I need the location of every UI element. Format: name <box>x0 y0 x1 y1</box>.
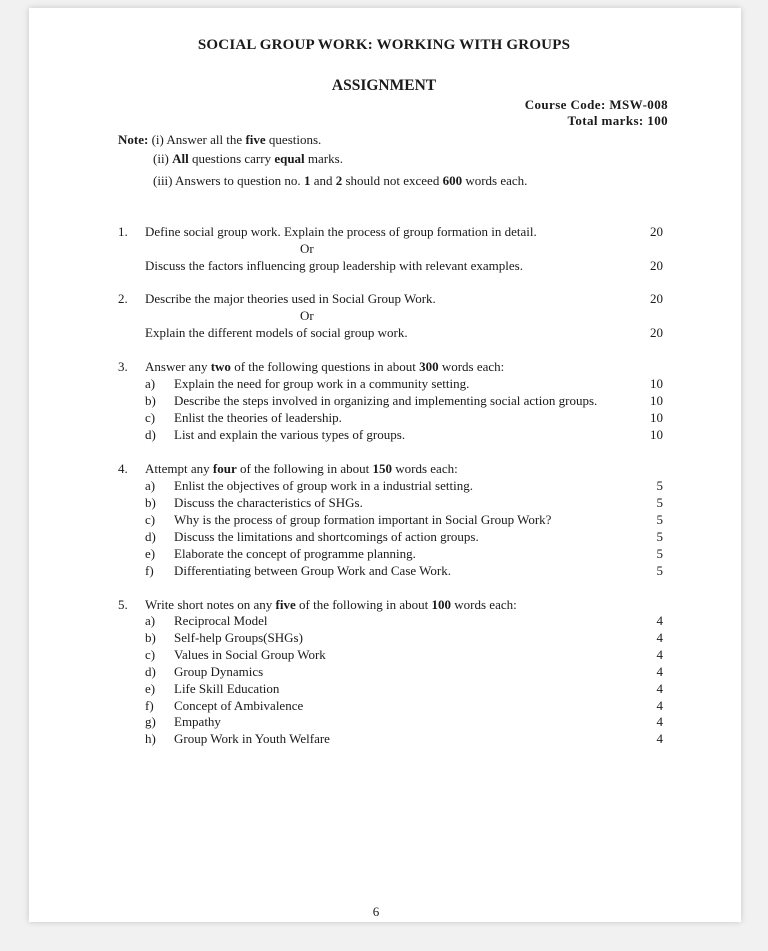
note-iii-pre: (iii) Answers to question no. <box>153 173 301 188</box>
note-label: Note: <box>118 132 149 147</box>
q4e-label: e) <box>145 546 156 561</box>
q5h-text: Group Work in Youth Welfare <box>174 731 330 746</box>
note-iii-and: and <box>313 173 333 188</box>
q1-or: Or <box>300 241 314 256</box>
q4f-label: f) <box>145 563 154 578</box>
q5g-marks: 4 <box>656 714 663 729</box>
q5-number: 5. <box>118 597 128 612</box>
q3d-marks: 10 <box>650 427 663 442</box>
q3-mid: of the following questions in about <box>234 359 416 374</box>
q2-text: Describe the major theories used in Social Group Work. <box>145 291 436 306</box>
q4c-marks: 5 <box>656 512 663 527</box>
q4b-marks: 5 <box>656 495 663 510</box>
q1-marks: 20 <box>650 224 663 239</box>
q3-pre: Answer any <box>145 359 208 374</box>
q5e-text: Life Skill Education <box>174 681 280 696</box>
q5-b2: 100 <box>431 597 452 612</box>
q3b-label: b) <box>145 393 156 408</box>
q5b-marks: 4 <box>656 630 663 645</box>
q5h-label: h) <box>145 731 156 746</box>
course-code: Course Code: MSW-008 <box>524 97 668 112</box>
q3-b1: two <box>210 359 231 374</box>
q3d-text: List and explain the various types of groups. <box>174 427 406 442</box>
note-i-post: questions. <box>268 132 322 147</box>
q3a-marks: 10 <box>650 376 663 391</box>
q1-number: 1. <box>118 224 128 239</box>
q5f-label: f) <box>145 698 154 713</box>
q4e-text: Elaborate the concept of programme planning. <box>174 546 416 561</box>
q5a-label: a) <box>145 613 156 628</box>
q4-pre: Attempt any <box>145 461 210 476</box>
q2-number: 2. <box>118 291 128 306</box>
q5e-label: e) <box>145 681 156 696</box>
q4-mid: of the following in about <box>239 461 370 476</box>
q3c-text: Enlist the theories of leadership. <box>174 410 342 425</box>
note-iii-mid: should not exceed <box>345 173 440 188</box>
q5g-label: g) <box>145 714 156 729</box>
q3c-label: c) <box>145 410 156 425</box>
q5d-label: d) <box>145 664 156 679</box>
note-ii-pre: (ii) <box>153 151 169 166</box>
q5-mid: of the following in about <box>299 597 429 612</box>
q3b-text: Describe the steps involved in organizing and implementing social action groups. <box>174 393 598 408</box>
q3b-marks: 10 <box>650 393 663 408</box>
q2-or: Or <box>300 308 314 323</box>
q4e-marks: 5 <box>656 546 663 561</box>
q4-number: 4. <box>118 461 128 476</box>
q5e-marks: 4 <box>656 681 663 696</box>
q4f-marks: 5 <box>656 563 663 578</box>
q1-alt-text: Discuss the factors influencing group leadership with relevant examples. <box>145 258 523 273</box>
note-iii-b2: 2 <box>335 173 343 188</box>
q4-text <box>145 461 458 477</box>
q5b-text: Self-help Groups(SHGs) <box>174 630 303 645</box>
q1-text: Define social group work. Explain the process of group formation in detail. <box>145 224 537 239</box>
q5-post: words each: <box>454 597 517 612</box>
q5a-marks: 4 <box>656 613 663 628</box>
q5d-marks: 4 <box>656 664 663 679</box>
note-ii-bold1: All <box>172 151 189 166</box>
q3a-text: Explain the need for group work in a community setting. <box>174 376 470 391</box>
q5-text <box>145 597 517 613</box>
q5c-marks: 4 <box>656 647 663 662</box>
q5b-label: b) <box>145 630 156 645</box>
page-number: 6 <box>372 904 380 919</box>
q4-b2: 150 <box>372 461 392 476</box>
note-iii-post: words each. <box>465 173 528 188</box>
q5h-marks: 4 <box>656 731 663 746</box>
q5g-text: Empathy <box>174 714 221 729</box>
q5c-text: Values in Social Group Work <box>174 647 326 662</box>
note-line-2 <box>153 151 343 167</box>
q3c-marks: 10 <box>650 410 663 425</box>
q5-b1: five <box>275 597 296 612</box>
note-ii-mid: questions carry <box>192 151 272 166</box>
note-i-pre: (i) Answer all the <box>151 132 243 147</box>
q4d-text: Discuss the limitations and shortcomings of action groups. <box>174 529 479 544</box>
q3-text <box>145 359 504 375</box>
q2-alt-text: Explain the different models of social group work. <box>145 325 408 340</box>
q4f-text: Differentiating between Group Work and Case Work. <box>174 563 451 578</box>
q3d-label: d) <box>145 427 156 442</box>
q4a-text: Enlist the objectives of group work in a industrial setting. <box>174 478 473 493</box>
q5f-marks: 4 <box>656 698 663 713</box>
q1-alt-marks: 20 <box>650 258 663 273</box>
q4b-label: b) <box>145 495 156 510</box>
q4b-text: Discuss the characteristics of SHGs. <box>174 495 363 510</box>
document-subtitle: ASSIGNMENT <box>331 77 437 94</box>
note-ii-bold2: equal <box>274 151 305 166</box>
q3-number: 3. <box>118 359 128 374</box>
q4c-label: c) <box>145 512 156 527</box>
note-i-bold: five <box>245 132 266 147</box>
note-line-1 <box>118 132 321 148</box>
q2-marks: 20 <box>650 291 663 306</box>
q5d-text: Group Dynamics <box>174 664 264 679</box>
note-iii-b3: 600 <box>442 173 463 188</box>
q4d-marks: 5 <box>656 529 663 544</box>
q5c-label: c) <box>145 647 156 662</box>
q4d-label: d) <box>145 529 156 544</box>
q4a-label: a) <box>145 478 156 493</box>
q3a-label: a) <box>145 376 156 391</box>
document-title: SOCIAL GROUP WORK: WORKING WITH GROUPS <box>197 37 571 53</box>
q5f-text: Concept of Ambivalence <box>174 698 304 713</box>
note-ii-post: marks. <box>307 151 343 166</box>
q5-pre: Write short notes on any <box>145 597 273 612</box>
note-iii-b1: 1 <box>303 173 311 188</box>
q4c-text: Why is the process of group formation important in Social Group Work? <box>174 512 552 527</box>
q2-alt-marks: 20 <box>650 325 663 340</box>
q4-post: words each: <box>395 461 458 476</box>
q4-b1: four <box>212 461 237 476</box>
q4a-marks: 5 <box>656 478 663 493</box>
q3-post: words each: <box>441 359 505 374</box>
q3-b2: 300 <box>419 359 439 374</box>
q5a-text: Reciprocal Model <box>174 613 268 628</box>
note-line-3 <box>153 173 527 189</box>
total-marks: Total marks: 100 <box>567 113 668 128</box>
